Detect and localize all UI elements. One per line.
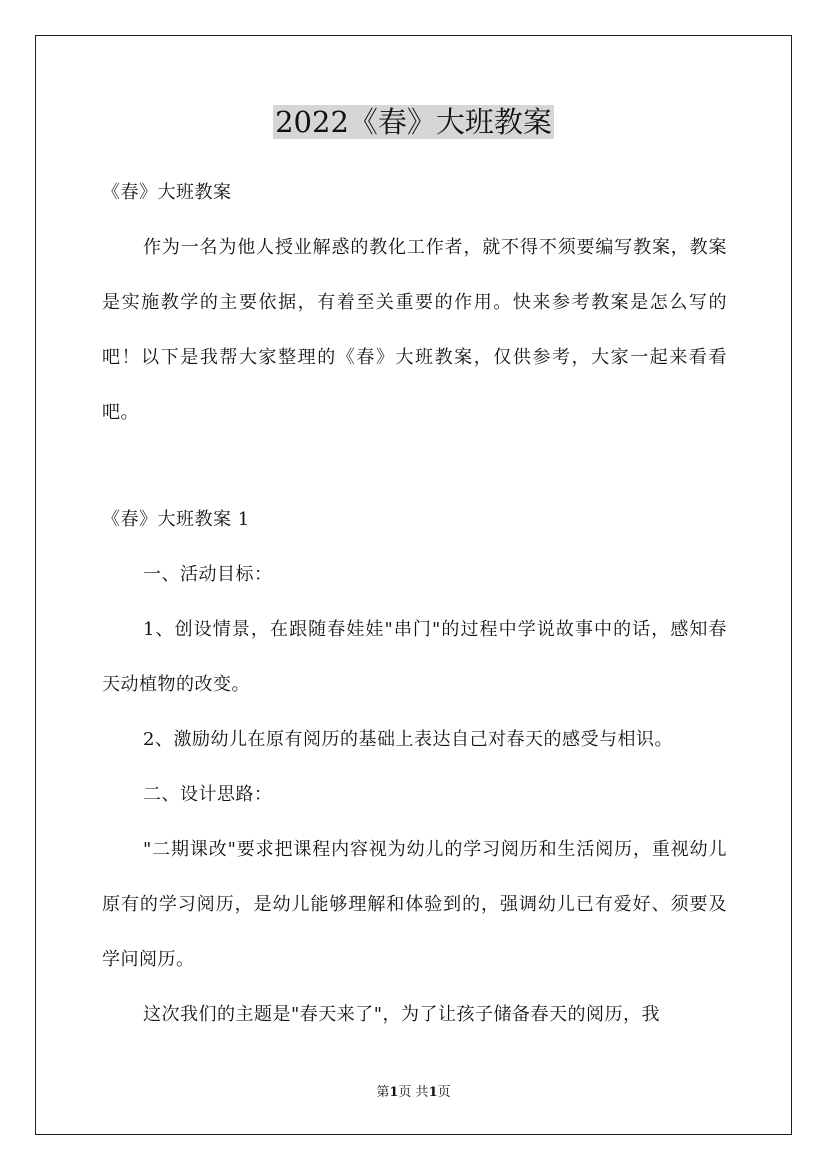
- document-subtitle: 《春》大班教案: [102, 182, 232, 203]
- paragraph-objective-1: 1、创设情景，在跟随春娃娃"串门"的过程中学说故事中的话，感知春天动植物的改变。: [102, 619, 727, 695]
- paragraph-theme: 这次我们的主题是"春天来了"，为了让孩子储备春天的阅历，我: [143, 1004, 661, 1025]
- footer-page-mid: 页 共: [398, 1085, 429, 1100]
- footer-page-total: 1: [428, 1085, 438, 1100]
- footer-page-suffix: 页: [437, 1085, 451, 1100]
- paragraph-design-heading: 二、设计思路：: [143, 784, 273, 805]
- footer-page-prefix: 第: [376, 1085, 390, 1100]
- footer-page-current: 1: [389, 1085, 399, 1100]
- document-title-text: 2022《春》大班教案: [275, 105, 552, 139]
- paragraph-design-body: "二期课改"要求把课程内容视为幼儿的学习阅历和生活阅历，重视幼儿原有的学习阅历，是幼儿能够理解和体验到的，强调幼儿已有爱好、须要及学问阅历。: [102, 839, 727, 970]
- paragraph-objectives-heading: 一、活动目标：: [143, 564, 273, 585]
- page-footer: [0, 1084, 827, 1102]
- paragraph-objective-2: 2、激励幼儿在原有阅历的基础上表达自己对春天的感受与相识。: [143, 729, 673, 750]
- document-title: [0, 102, 827, 142]
- section-heading: 《春》大班教案 1: [102, 509, 250, 530]
- intro-paragraph: 作为一名为他人授业解惑的教化工作者，就不得不须要编写教案，教案是实施教学的主要依据，有着至关重要的作用。快来参考教案是怎么写的吧！以下是我帮大家整理的《春》大班教案，仅供参考，大家一起来看看吧。: [102, 237, 727, 423]
